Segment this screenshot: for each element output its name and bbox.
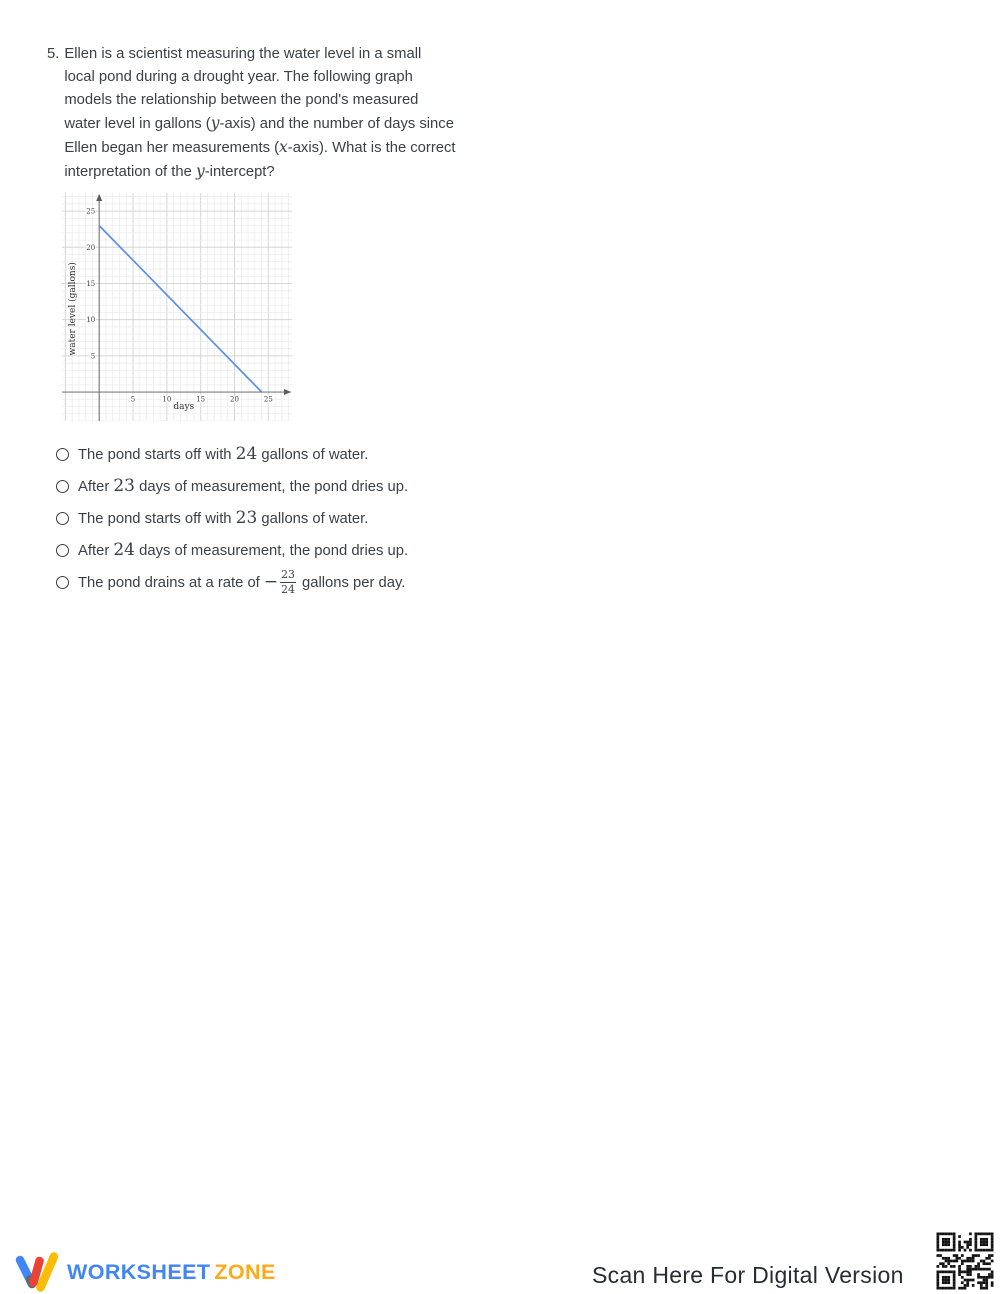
option-row[interactable] [56,502,408,534]
logo-text-zone: ZONE [214,1259,276,1284]
fraction [280,569,296,595]
svg-text:days: days [173,402,195,412]
option-row[interactable] [56,470,408,502]
chart-svg [62,193,292,421]
svg-text:25: 25 [263,395,273,404]
svg-text:5: 5 [130,395,136,404]
math-variable: x [279,137,288,156]
question-line: interpretation of the y-intercept? [64,161,275,180]
svg-text:10: 10 [162,395,172,404]
option-text: After 23 days of measurement, the pond dries up. [78,476,409,496]
svg-text:10: 10 [86,316,96,325]
svg-text:15: 15 [196,395,206,404]
qr-code [935,1231,995,1291]
fraction-denominator: 24 [281,582,295,596]
worksheetzone-logo [13,1252,276,1292]
radio-button[interactable] [56,576,69,589]
math-number: 24 [235,444,258,464]
question-line: Ellen is a scientist measuring the water level in a small [64,46,422,62]
svg-text:15: 15 [86,279,96,288]
svg-text:20: 20 [86,243,96,252]
math-number: 23 [113,476,135,496]
answer-options [56,438,408,598]
option-text: The pond starts off with 23 gallons of water. [78,508,369,528]
option-text: After 24 days of measurement, the pond dries up. [78,540,409,560]
math-number: 23 [235,508,258,528]
question-line: models the relationship between the pond's measured [64,91,419,108]
svg-text:water level (gallons): water level (gallons) [68,262,78,356]
water-level-chart [62,193,292,421]
option-row[interactable] [56,438,408,470]
fraction-numerator: 23 [281,568,295,582]
math-number: 24 [113,540,135,560]
question-line: local pond during a drought year. The following graph [64,68,413,85]
svg-text:5: 5 [90,352,96,361]
svg-text:20: 20 [230,395,239,404]
radio-button[interactable] [56,512,69,525]
radio-button[interactable] [56,480,69,493]
logo-text [67,1260,276,1285]
option-row[interactable] [56,534,408,566]
minus-sign: − [263,572,279,593]
question-number: 5. [47,46,60,62]
math-variable: y [210,113,220,132]
question-line: Ellen began her measurements (x-axis). What is the correct [64,137,456,156]
math-variable: y [195,161,205,180]
svg-text:25: 25 [86,207,96,216]
option-row[interactable] [56,566,408,598]
radio-button[interactable] [56,544,69,557]
option-text: The pond starts off with 24 gallons of water. [78,444,369,464]
option-text: The pond drains at a rate of − $\frac{23}{24}$ gallons per day. [78,568,406,596]
question-block [47,43,456,183]
question-text [64,43,455,183]
scan-here-text: Scan Here For Digital Version [592,1262,904,1288]
radio-button[interactable] [56,448,69,461]
logo-text-worksheet: WORKSHEET [67,1259,211,1284]
worksheetzone-logo-icon [13,1252,59,1292]
question-line: water level in gallons (y-axis) and the number of days since [64,113,454,132]
